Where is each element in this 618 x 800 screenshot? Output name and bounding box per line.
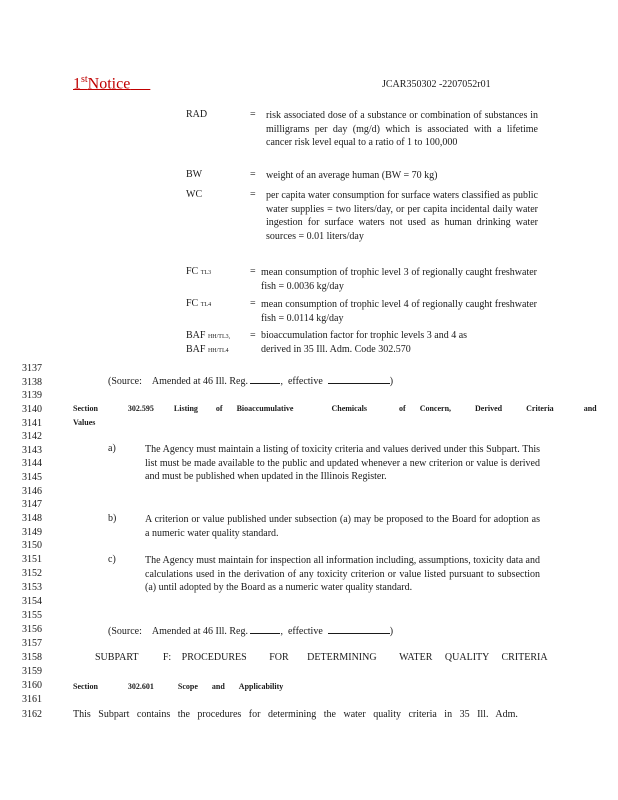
def-equals: = [250,266,256,277]
section-heading-601: Section 302.601 Scope and Applicability [73,682,284,691]
line-number: 3153 [22,582,42,593]
line-number: 3161 [22,694,42,705]
line-number: 3144 [22,458,42,469]
paragraph-label: b) [108,513,117,524]
def-text-fc4: mean consumption of trophic level 4 of regionally caught freshwater fish = 0.0114 kg/day [261,299,537,324]
line-number: 3140 [22,404,42,415]
def-text-baf3: bioaccumulation factor for trophic levels 3 and 4 as [261,330,468,341]
def-term-fc3: FC TL3 [186,266,212,277]
line-number: 3159 [22,666,42,677]
line-number: 3155 [22,610,42,621]
line-number: 3148 [22,513,42,524]
line-number: 3157 [22,638,42,649]
line-number: 3156 [22,624,42,635]
def-term-baf3: BAF HH/TL3, [186,330,231,341]
line-number: 3149 [22,527,42,538]
line-number: 3154 [22,596,42,607]
source-note: (Source: Amended at 46 Ill. Reg. , effective ) [108,376,394,387]
line-number: 3147 [22,499,42,510]
document-id: JCAR350302 -2207052r01 [382,79,491,90]
line-number: 3142 [22,431,42,442]
paragraph-label: c) [108,554,116,565]
line-number: 3162 [22,709,42,720]
line-number: 3139 [22,390,42,401]
line-number: 3151 [22,554,42,565]
paragraph-b: A criterion or value published under subsection (a) may be proposed to the Board for adoption as a numeric water quality standard. [145,514,540,539]
paragraph-a: The Agency must maintain a listing of toxicity criteria and values derived under this Subpart. This list must be made available to the public and updated whenever a new criterion or value is derived and must be published when updated in the Illinois Register. [145,444,540,483]
def-equals: = [250,330,256,341]
def-text-baf4: derived in 35 Ill. Adm. Code 302.570 [261,344,411,355]
def-text-fc3: mean consumption of trophic level 3 of regionally caught freshwater fish = 0.0036 kg/day [261,267,537,292]
def-equals: = [250,298,256,309]
paragraph-c: The Agency must maintain for inspection all information including, assumptions, toxicity data and calculations used in the derivation of any toxicity criterion or value listed pursuant to subsection (a) until adopted by the Board as a numeric water quality standard. [145,555,540,594]
line-number: 3146 [22,486,42,497]
def-term-bw: BW [186,169,203,180]
body-text-last: This Subpart contains the procedures for determining the water quality criteria in 35 Ill. Adm. [73,709,518,720]
source-note: (Source: Amended at 46 Ill. Reg. , effective ) [108,626,394,637]
def-text-bw: weight of an average human (BW = 70 kg) [266,170,438,181]
line-number: 3145 [22,472,42,483]
notice-label: 1stNotice [73,74,131,93]
def-term-rad: RAD [186,109,208,120]
line-number: 3160 [22,680,42,691]
line-number: 3141 [22,418,42,429]
def-term-baf4: BAF HH/TL4 [186,344,229,355]
paragraph-label: a) [108,443,116,454]
section-heading-595-cont: Values [73,418,96,427]
def-equals: = [250,169,256,180]
def-term-fc4: FC TL4 [186,298,212,309]
line-number: 3150 [22,540,42,551]
line-number: 3158 [22,652,42,663]
line-number: 3152 [22,568,42,579]
line-number: 3137 [22,363,42,374]
line-number: 3138 [22,377,42,388]
def-text-wc: per capita water consumption for surface waters classified as public water supplies = two liters/day, or per capita incidental daily water ingestion for surface waters not used as human drinking water sources = 0.01 liters/day [266,190,538,243]
def-text-rad: risk associated dose of a substance or combination of substances in milligrams per day (mg/d) which is associated with a lifetime cancer risk level equal to a ratio of 1 to 100,000 [266,110,538,149]
def-term-wc: WC [186,189,203,200]
subpart-heading: SUBPART F: PROCEDURES FOR DETERMINING WATER QUALITY CRITERIA [95,652,548,663]
line-number: 3143 [22,445,42,456]
def-equals: = [250,109,256,120]
section-heading-595: Section 302.595 Listing of Bioaccumulative Chemicals of Concern, Derived Criteria and [73,404,597,413]
def-equals: = [250,189,256,200]
